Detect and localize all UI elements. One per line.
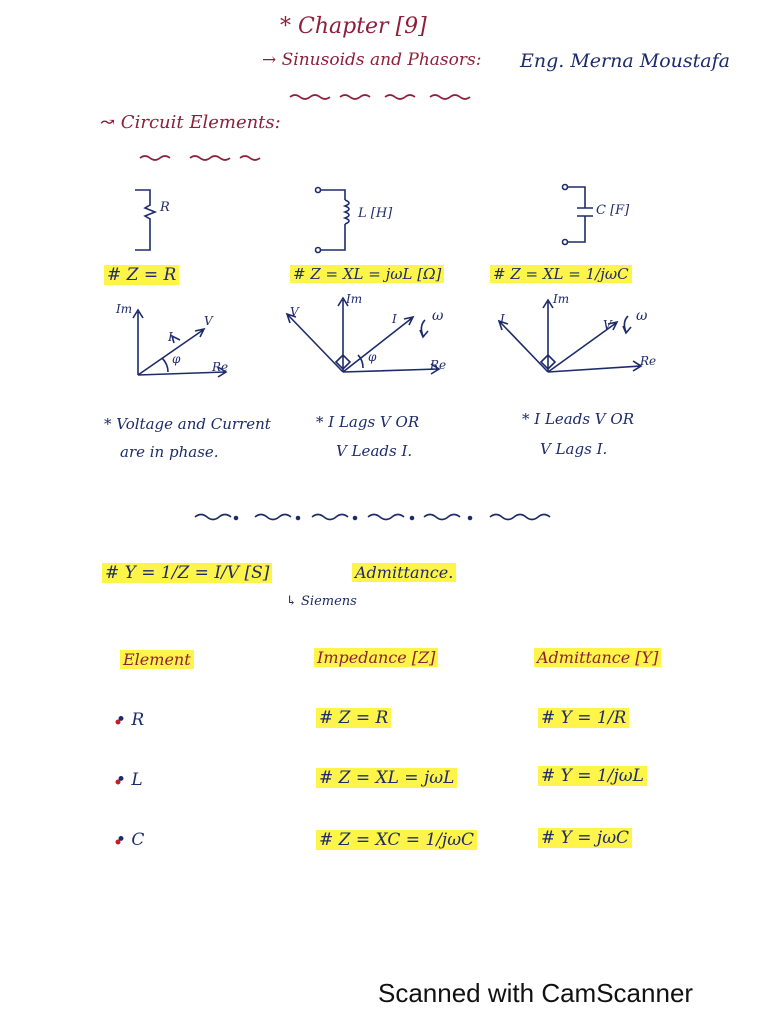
table-row-r-element: • R: [116, 710, 145, 730]
resistor-label: R: [160, 200, 170, 215]
table-row-l-impedance: # Z = XL = jωL: [316, 768, 457, 788]
axis-re-label-c: Re: [640, 354, 657, 368]
table-row-c-impedance: # Z = XC = 1/jωC: [316, 830, 477, 850]
phasor-i-label-r: I: [168, 330, 173, 344]
phasor-i-label-l: I: [392, 312, 397, 326]
axis-re-label-l: Re: [430, 358, 447, 372]
phasor-v-label-c: V: [603, 318, 612, 332]
omega-label-c: ω: [636, 308, 648, 324]
note-r-line2: are in phase.: [120, 443, 219, 461]
note-r-line1: * Voltage and Current: [104, 415, 271, 433]
axis-re-label-r: Re: [212, 360, 229, 374]
topic-title: → Sinusoids and Phasors:: [262, 50, 482, 70]
note-l-line2: V Leads I.: [336, 442, 413, 460]
admittance-formula: # Y = 1/Z = I/V [S]: [102, 563, 272, 583]
table-row-l-admittance: # Y = 1/jωL: [538, 766, 647, 786]
inductor-label: L [H]: [358, 206, 393, 221]
scanner-watermark: Scanned with CamScanner: [378, 978, 694, 1008]
table-header-impedance: Impedance [Z]: [314, 648, 438, 667]
note-c-line1: * I Leads V OR: [522, 410, 635, 428]
capacitor-label: C [F]: [596, 203, 630, 218]
impedance-equation-c: # Z = XL = 1/jωC: [490, 265, 632, 283]
section-title: ↝ Circuit Elements:: [100, 112, 281, 133]
table-row-c-admittance: # Y = jωC: [538, 828, 632, 848]
admittance-label: Admittance.: [352, 563, 456, 582]
impedance-equation-r: # Z = R: [104, 265, 179, 285]
table-row-r-impedance: # Z = R: [316, 708, 391, 728]
table-row-c-element: • C: [116, 830, 145, 850]
chapter-title: * Chapter [9]: [280, 14, 427, 39]
table-header-admittance: Admittance [Y]: [534, 648, 661, 667]
table-row-l-element: • L: [116, 770, 143, 790]
table-row-r-admittance: # Y = 1/R: [538, 708, 629, 728]
phasor-i-label-c: I: [500, 312, 505, 326]
omega-label-l: ω: [432, 308, 444, 324]
note-l-line1: * I Lags V OR: [316, 413, 420, 431]
impedance-equation-l: # Z = XL = jωL [Ω]: [290, 265, 444, 283]
axis-im-label-r: Im: [116, 302, 133, 316]
angle-label-r: φ: [172, 352, 181, 366]
phasor-diagram-c: [499, 300, 641, 372]
phasor-v-label-l: V: [290, 305, 299, 319]
inductor-symbol: [316, 188, 350, 253]
capacitor-symbol: [563, 185, 594, 245]
phasor-v-label-r: V: [204, 314, 213, 328]
phasor-diagram-l: [287, 298, 439, 374]
note-c-line2: V Lags I.: [540, 440, 608, 458]
author-name: Eng. Merna Moustafa: [520, 50, 730, 72]
axis-im-label-l: Im: [346, 292, 363, 306]
table-header-element: Element: [120, 650, 194, 669]
axis-im-label-c: Im: [553, 292, 570, 306]
angle-label-l: φ: [368, 350, 377, 364]
siemens-note: ↳ Siemens: [286, 594, 357, 609]
resistor-symbol: [135, 190, 155, 250]
